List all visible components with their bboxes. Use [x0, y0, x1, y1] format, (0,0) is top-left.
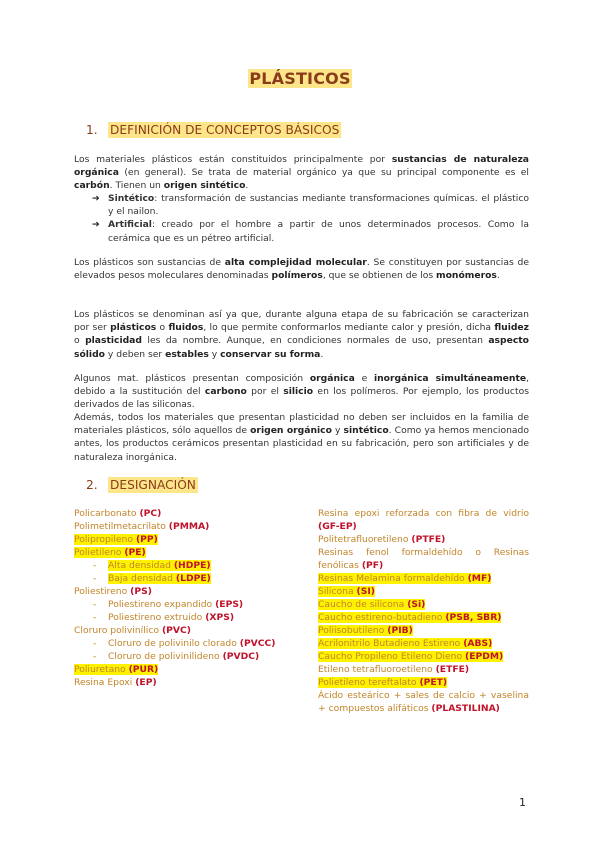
material-name: Poliisobutileno	[318, 625, 385, 636]
material-name: Poliestireno extruido	[108, 612, 203, 623]
designation-item	[318, 663, 529, 676]
section-2-title: DESIGNACIÓN	[110, 478, 196, 492]
designation-item	[318, 546, 529, 572]
designation-item	[318, 533, 529, 546]
material-code: (SI)	[356, 586, 375, 597]
material-name: Resina Epoxi	[74, 677, 133, 688]
definition-bullets	[92, 192, 529, 245]
material-name: Resinas fenol formaldehído o Resinas fenólicas	[318, 547, 529, 571]
material-name: Silicona	[318, 586, 354, 597]
material-code: (PVDC)	[222, 651, 260, 662]
material-name: Caucho Propileno Etileno Dieno	[318, 651, 463, 662]
designation-item	[318, 650, 529, 663]
paragraph-4: Algunos mat. plásticos presentan composición orgánica e inorgánica simultáneamente, debido a la sustitución del carbono por el silicio en los polímeros. Por ejemplo, los productos derivados de las siliconas.	[74, 373, 529, 411]
material-code: (EPS)	[215, 599, 244, 610]
designation-item	[74, 559, 288, 572]
material-code: (LDPE)	[175, 573, 211, 584]
designation-right-column	[318, 507, 529, 715]
section-1-number: 1.	[86, 123, 98, 137]
paragraph-1: Los materiales plásticos están constituidos principalmente por sustancias de naturaleza orgánica (en general). Se trata de material orgánico ya que su principal componente es el carbón. Tienen un origen sintético.	[74, 154, 529, 192]
material-name: Resina epoxi reforzada con fibra de vidrio	[318, 508, 529, 519]
material-code: (PE)	[124, 547, 146, 558]
material-name: Polipropileno	[74, 534, 134, 545]
material-name: Acrilonitrilo Butadieno Estireno	[318, 638, 461, 649]
bullet-artificial: ➔ Artificial: creado por el hombre a partir de unos determinados procesos. Como la cerámica que es un pétreo artificial.	[92, 219, 529, 244]
designation-item	[74, 650, 288, 663]
material-code: (PS)	[130, 586, 152, 597]
material-name: Poliestireno expandido	[108, 599, 213, 610]
designation-item	[318, 585, 529, 598]
list-dash: -	[93, 560, 97, 571]
material-code: (PTFE)	[411, 534, 446, 545]
material-name: Poliuretano	[74, 664, 126, 675]
material-name: Caucho estireno-butadieno	[318, 612, 443, 623]
material-code: (PVC)	[161, 625, 191, 636]
material-code: (PIB)	[387, 625, 413, 636]
material-code: (PMMA)	[168, 521, 210, 532]
designation-item	[74, 585, 288, 598]
list-dash: -	[93, 573, 97, 584]
material-name: Alta densidad	[108, 560, 171, 571]
designation-item	[74, 663, 288, 676]
designation-item	[74, 546, 288, 559]
list-dash: -	[93, 651, 97, 662]
material-code: (PUR)	[128, 664, 159, 675]
material-name: Poliestireno	[74, 586, 128, 597]
section-2-number: 2.	[86, 478, 98, 492]
material-code: (EPDM)	[465, 651, 504, 662]
designation-item	[74, 676, 288, 689]
designation-item	[318, 637, 529, 650]
material-code: (GF-EP)	[318, 521, 357, 532]
paragraph-3: Los plásticos se denominan así ya que, durante alguna etapa de su fabricación se caracterizan por ser plásticos o fluidos, lo que permite conformarlos mediante calor y presión, dicha fluidez o plasticidad les da nombre. Aunque, en condiciones normales de uso, presentan aspecto sólido y deben ser estables y conservar su forma.	[74, 309, 529, 360]
material-name: Polietileno	[74, 547, 122, 558]
designation-item	[74, 637, 288, 650]
material-name: Caucho de silicona	[318, 599, 405, 610]
designation-item	[74, 624, 288, 637]
material-code: (PLASTILINA)	[431, 703, 500, 714]
bullet-sintetico: ➔ Sintético: transformación de sustancias mediante transformaciones químicas. el plástico y el nailon.	[92, 193, 529, 218]
material-name: Politetrafluoretileno	[318, 534, 409, 545]
material-name: Cloruro de polivinilideno	[108, 651, 220, 662]
material-code: (PET)	[419, 677, 448, 688]
designation-item	[74, 572, 288, 585]
material-code: (PSB, SBR)	[445, 612, 502, 623]
designation-item	[74, 598, 288, 611]
list-dash: -	[93, 599, 97, 610]
designation-item	[318, 689, 529, 715]
section-2-heading	[86, 478, 198, 492]
paragraph-5: Además, todos los materiales que presentan plasticidad no deben ser incluidos en la familia de materiales plásticos, sólo aquellos de origen orgánico y sintético. Como ya hemos mencionado antes, los productos cerámicos presentan plasticidad en su fabricación, pero son artificiales y de naturaleza inorgánica.	[74, 412, 530, 463]
material-code: (EP)	[135, 677, 157, 688]
section-1-heading	[86, 123, 341, 137]
material-code: (ABS)	[463, 638, 493, 649]
designation-item	[74, 533, 288, 546]
material-code: (ETFE)	[435, 664, 470, 675]
designation-item	[74, 507, 288, 520]
material-name: Cloruro polivinílico	[74, 625, 160, 636]
section-1-title: DEFINICIÓN DE CONCEPTOS BÁSICOS	[110, 123, 340, 137]
material-code: (PC)	[139, 508, 162, 519]
material-name: Policarbonato	[74, 508, 137, 519]
page-number: 1	[519, 796, 526, 809]
material-name: Cloruro de polivinilo clorado	[108, 638, 237, 649]
designation-item	[318, 598, 529, 611]
designation-item	[74, 520, 288, 533]
designation-item	[318, 507, 529, 533]
material-code: (PVCC)	[239, 638, 276, 649]
material-code: (HDPE)	[173, 560, 211, 571]
arrow-icon: ➔	[92, 193, 100, 204]
material-name: Polietileno tereftalato	[318, 677, 420, 688]
list-dash: -	[93, 612, 97, 623]
material-code: (PF)	[361, 560, 384, 571]
material-name: Etileno tetrafluoroetileno	[318, 664, 436, 675]
designation-item	[318, 572, 529, 585]
page-title: PLÁSTICOS	[249, 69, 351, 88]
material-code: (XPS)	[205, 612, 235, 623]
designation-item	[74, 611, 288, 624]
material-name: Polimetilmetacrilato	[74, 521, 166, 532]
designation-item	[318, 676, 529, 689]
material-code: (PP)	[135, 534, 158, 545]
designation-item	[318, 624, 529, 637]
designation-item	[318, 611, 529, 624]
material-code: (Si)	[407, 599, 426, 610]
material-name: Ácido esteárico + sales de calcio + vaselina + compuestos alifáticos	[318, 690, 529, 714]
material-name: Baja densidad	[108, 573, 173, 584]
material-code: (MF)	[467, 573, 492, 584]
arrow-icon: ➔	[92, 219, 100, 231]
material-name: Resinas Melamina formaldehído	[318, 573, 465, 584]
list-dash: -	[93, 638, 97, 649]
paragraph-2: Los plásticos son sustancias de alta complejidad molecular. Se constituyen por sustancias de elevados pesos moleculares denominadas polímeros, que se obtienen de los monómeros.	[74, 257, 529, 282]
designation-left-column	[74, 507, 288, 689]
